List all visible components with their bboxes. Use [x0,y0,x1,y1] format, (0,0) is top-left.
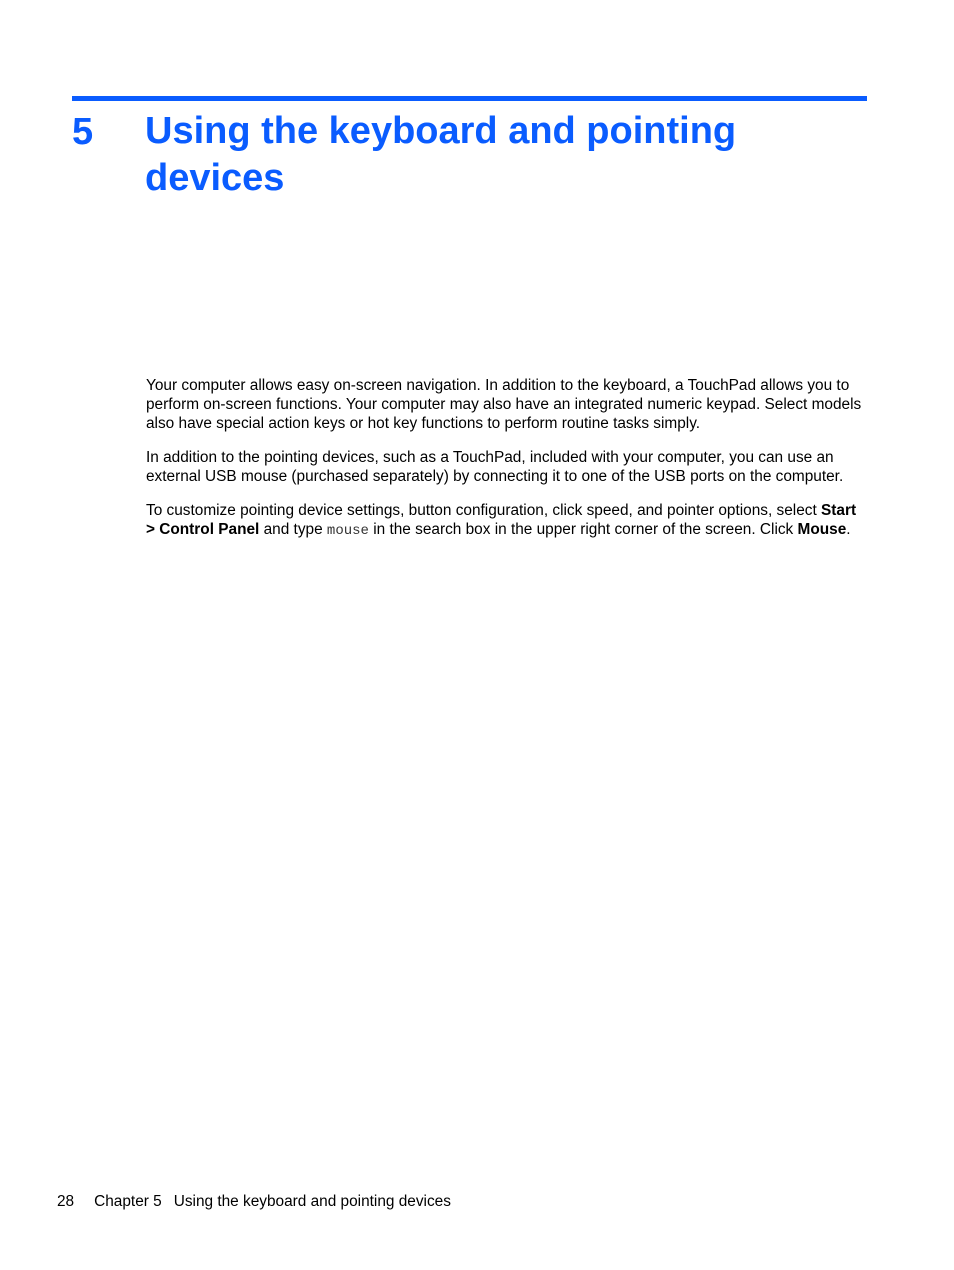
page-footer [57,1192,451,1211]
chapter-rule [72,96,867,101]
paragraph-customize [146,501,868,541]
menu-path-start-control-panel: Start > Control Panel [146,502,857,538]
footer-chapter-title: Using the keyboard and pointing devices [173,1193,451,1210]
menu-item-mouse: Mouse [797,521,847,538]
paragraph-customize-text-2: and type [259,521,327,538]
footer-chapter-label: Chapter 5 [94,1193,162,1210]
paragraph-customize-text-3: in the search box in the upper right corner of the screen. Click [368,521,798,538]
chapter-number: 5 [72,111,94,153]
paragraph-external-mouse: In addition to the pointing devices, such as a TouchPad, included with your computer, you can use an external USB mouse (purchased separately) by connecting it to one of the USB ports on the computer. [146,449,844,485]
search-term-code: mouse [326,523,369,539]
paragraph-customize-text-4: . [846,521,851,538]
chapter-title: Using the keyboard and pointing devices [145,110,737,199]
paragraph-intro: Your computer allows easy on-screen navigation. In addition to the keyboard, a TouchPad allows you to perform on-screen functions. Your computer may also have an integrated numeric keypad. Select models also have special action keys or hot key functions to perform routine tasks simply. [146,377,862,432]
page-number: 28 [57,1193,75,1210]
paragraph-customize-text-1: To customize pointing device settings, button configuration, click speed, and pointer options, select [146,502,822,519]
body-text [146,376,868,556]
